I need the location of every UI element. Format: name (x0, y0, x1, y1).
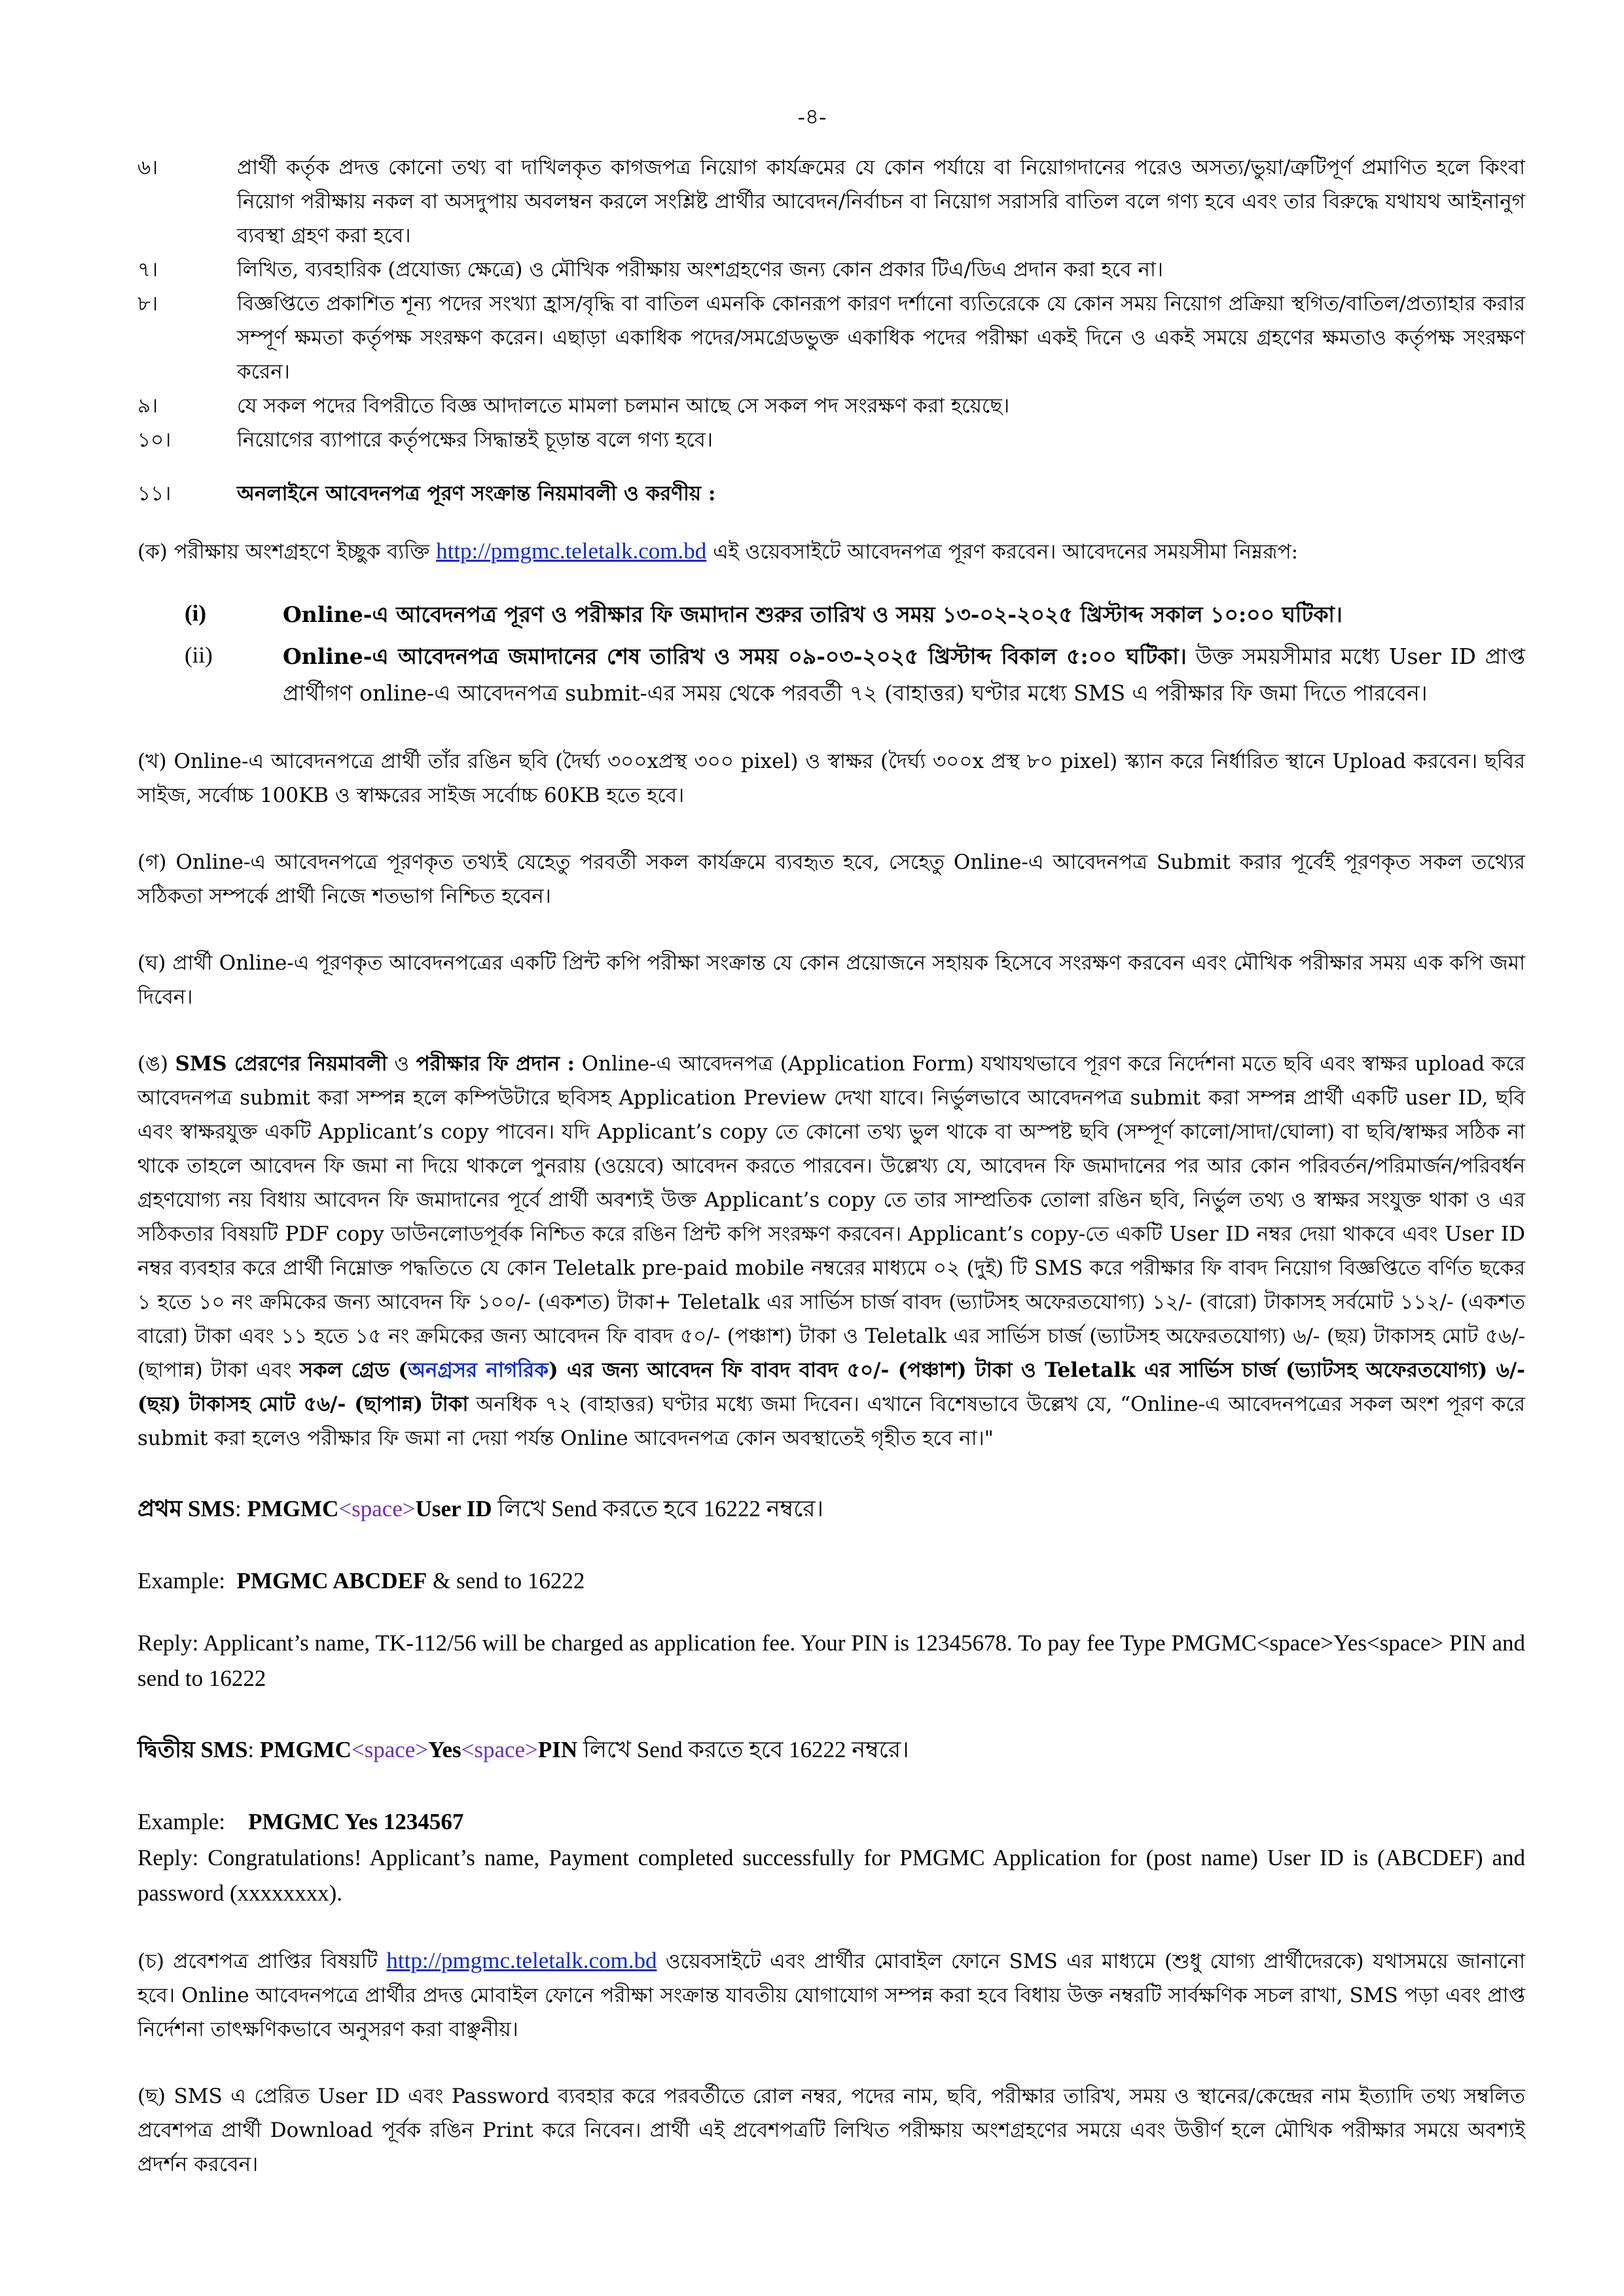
paragraph-cha (137, 1944, 1525, 2047)
paragraph-prefix: (ঙ) (137, 1052, 175, 1076)
section-title: অনলাইনে আবেদনপত্র পূরণ সংক্রান্ত নিয়মাবলী ও করণীয় : (237, 482, 716, 505)
sms-pin: PIN (537, 1737, 578, 1762)
example-2 (137, 1804, 1525, 1840)
reply-1: Reply: Applicant’s name, TK-112/56 will be charged as application fee. Your PIN is 12345678. To pay fee Type PMGMC<space>Yes<space> PIN and send to 16222 (137, 1630, 1525, 1691)
example-label: Example: (137, 1568, 237, 1594)
fee-heading: পরীক্ষার ফি প্রদান : (416, 1052, 575, 1076)
sms-code: PMGMC (247, 1496, 339, 1522)
item-number: ১০। (137, 428, 171, 452)
item-text: লিখিত, ব্যবহারিক (প্রযোজ্য ক্ষেত্রে) ও মৌখিক পরীক্ষায় অংশগ্রহণের জন্য কোন প্রকার টিএ/ডিএ প্রদান করা হবে না। (237, 258, 1163, 282)
sms-yes: Yes (428, 1737, 461, 1762)
paragraph-ka (137, 534, 1525, 569)
paragraph-ga: (গ) Online-এ আবেদনপত্রে পূরণকৃত তথ্যই যেহেতু পরবর্তী সকল কার্যক্রমে ব্যবহৃত হবে, সেহেতু Online-এ আবেদনপত্র Submit করার পূর্বেই পূরণকৃত সকল তথ্যের সঠিকতা সম্পর্কে প্রার্থী নিজে শতভাগ নিশ্চিত হবেন। (137, 850, 1525, 908)
timeline-item (185, 638, 1525, 712)
space-token: <space> (351, 1737, 429, 1762)
item-text: প্রার্থী কর্তৃক প্রদত্ত কোনো তথ্য বা দাখিলকৃত কাগজপত্র নিয়োগ কার্যক্রমের যে কোন পর্যায়ে বা নিয়োগদানের পরেও অসত্য/ভুয়া/ত্রুটিপূর্ণ প্রমাণিত হলে কিংবা নিয়োগ পরীক্ষায় নকল বা অসদুপায় অবলম্বন করলে সংশ্লিষ্ট প্রার্থীর আবেদন/নির্বাচন বা নিয়োগ সরাসরি বাতিল বলে গণ্য হবে এবং তার বিরুদ্ধে যথাযথ আইনানুগ ব্যবস্থা গ্রহণ করা হবে। (237, 156, 1525, 247)
paragraph-kha: (খ) Online-এ আবেদনপত্রে প্রার্থী তাঁর রঙিন ছবি (দৈর্ঘ্য ৩০০xপ্রস্থ ৩০০ pixel) ও স্বাক্ষর (দৈর্ঘ্য ৩০০x প্রস্থ ৮০ pixel) স্ক্যান করে নির্ধারিত স্থানে Upload করবেন। ছবির সাইজ, সর্বোচ্চ 100KB ও স্বাক্ষরের সাইজ সর্বোচ্চ 60KB হতে হবে। (137, 750, 1525, 807)
paragraph-text: Online-এ আবেদনপত্র (Application Form) যথাযথভাবে পূরণ করে নির্দেশনা মতে ছবি এবং স্বাক্ষর upload করে আবেদনপত্র submit করা সম্পন্ন হলে কম্পিউটারে ছবিসহ Application Preview দেখা যাবে। নির্ভুলভাবে আবেদনপত্র submit করা সম্পন্ন প্রার্থী একটি user ID, ছবি এবং স্বাক্ষরযুক্ত একটি Applicant’s copy পাবেন। যদি Applicant’s copy তে কোনো তথ্য ভুল থাকে বা অস্পষ্ট ছবি (সম্পূর্ণ কালো/সাদা/ঘোলা) বা ছবি/স্বাক্ষর সঠিক না থাকে তাহলে আবেদন ফি জমা না দিয়ে থাকলে পুনরায় (ওয়েবে) আবেদন করতে পারবেন। উল্লেখ্য যে, আবেদন ফি জমাদানের পর আর কোন পরিবর্তন/পরিমার্জন/পরিবর্ধন গ্রহণযোগ্য নয় বিধায় আবেদন ফি জমাদানের পূর্বে প্রার্থী অবশ্যই উক্ত Applicant’s copy তে তার সাম্প্রতিক তোলা রঙিন ছবি, নির্ভুল তথ্য ও স্বাক্ষর সংযুক্ত থাকা ও এর সঠিকতার বিষয়টি PDF copy ডাউনলোডপূর্বক নিশ্চিত করে রঙিন প্রিন্ট কপি সংরক্ষণ করবেন। Applicant’s copy-তে একটি User ID নম্বর দেয়া থাকবে এবং User ID নম্বর ব্যবহার করে প্রার্থী নিম্নোক্ত পদ্ধতিতে যে কোন Teletalk pre-paid mobile নম্বরের মাধ্যমে ০২ (দুই) টি SMS করে পরীক্ষার ফি বাবদ নিয়োগ বিজ্ঞপ্তিতে বর্ণিত ছকের ১ হতে ১০ নং ক্রমিকের জন্য আবেদন ফি ১০০/- (একশত) টাকা+ Teletalk এর সার্ভিস চার্জ বাবদ (ভ্যাটসহ অফেরতযোগ্য) ১২/- (বারো) টাকাসহ সর্বমোট ১১২/- (একশত বারো) টাকা এবং ১১ হতে ১৫ নং ক্রমিকের জন্য আবেদন ফি বাবদ ৫০/- (পঞ্চাশ) টাকা ও Teletalk এর সার্ভিস চার্জ (ভ্যাটসহ অফেরতযোগ্য) ৬/- (ছয়) টাকাসহ মোট ৫৬/- (ছাপান্ন) টাকা এবং (137, 1052, 1525, 1382)
timeline-item (185, 596, 1525, 633)
timeline-number: (ii) (185, 642, 213, 668)
paragraph-text: ও (387, 1052, 416, 1076)
paragraph-text: এই ওয়েবসাইটে আবেদনপত্র পূরণ করবেন। আবেদনের সময়সীমা নিম্নরূপ: (706, 540, 1299, 564)
sms-label: প্রথম SMS (137, 1496, 235, 1522)
timeline-number: (i) (185, 600, 207, 626)
example-1 (137, 1563, 1525, 1599)
list-item (137, 287, 1525, 389)
paragraph-uma (137, 1047, 1525, 1455)
sms-colon: : (234, 1496, 247, 1522)
timeline-text: Online-এ আবেদনপত্র পূরণ ও পরীক্ষার ফি জমাদান শুরুর তারিখ ও সময় ১৩-০২-২০২৫ খ্রিস্টাব্দ সকাল ১০:০০ ঘটিকা। (283, 602, 1343, 627)
paragraph-text: (ক) পরীক্ষায় অংশগ্রহণে ইচ্ছুক ব্যক্তি (137, 540, 437, 564)
space-token: <space> (461, 1737, 538, 1762)
deadline-note: উক্ত সময়সীমার মধ্যে User ID প্রাপ্ত প্রার্থীগণ online-এ আবেদনপত্র submit-এর সময় থেকে পরবর্তী ৭২ (বাহাত্তর) ঘণ্টার মধ্যে SMS এ পরীক্ষার ফি জমা দিতে পারবেন। (283, 644, 1525, 706)
paragraph-text: ওয়েবসাইটে এবং প্রার্থীর মোবাইল ফোনে SMS এর মাধ্যমে (শুধু যোগ্য প্রার্থীদেরকে) যথাসময়ে জানানো হবে। Online আবেদনপত্রে প্রার্থীর প্রদত্ত মোবাইল ফোনে পরীক্ষা সংক্রান্ত যাবতীয় যোগাযোগ সম্পন্ন করা হবে বিধায় উক্ত নম্বরটি সার্বক্ষণিক সচল রাখা, SMS পড়া এবং প্রাপ্ত নির্দেশনা তাৎক্ষণিকভাবে অনুসরণ করা বাঞ্ছনীয়। (137, 1950, 1525, 2041)
sms-instruction-2 (137, 1732, 1525, 1768)
example-label: Example: (137, 1809, 249, 1834)
sms-label: দ্বিতীয় SMS (137, 1737, 248, 1762)
list-item (137, 389, 1525, 423)
website-link[interactable]: http://pmgmc.teletalk.com.bd (436, 538, 707, 564)
item-number: ৯। (137, 394, 158, 418)
document-body (137, 151, 1525, 2181)
reply-2: Reply: Congratulations! Applicant’s name, Payment completed successfully for PMGMC Application for (post name) User ID is (ABCDEF) and password (xxxxxxxx). (137, 1845, 1525, 1906)
sms-tail: লিখে Send করতে হবে 16222 নম্বরে। (492, 1496, 824, 1522)
paragraph-chha: (ছ) SMS এ প্রেরিত User ID এবং Password ব্যবহার করে পরবর্তীতে রোল নম্বর, পদের নাম, ছবি, পরীক্ষার তারিখ, সময় ও স্থানের/কেন্দ্রের নাম ইত্যাদি তথ্য সম্বলিত প্রবেশপত্র প্রার্থী Download পূর্বক রঙিন Print করে নিবেন। প্রার্থী এই প্রবেশপত্রটি লিখিত পরীক্ষায় অংশগ্রহণের সময়ে এবং উত্তীর্ণ হলে মৌখিক পরীক্ষার সময়ে অবশ্যই প্রদর্শন করবেন। (137, 2085, 1525, 2176)
sms-colon: : (247, 1737, 260, 1762)
item-number: ৬। (137, 156, 158, 179)
item-text: যে সকল পদের বিপরীতে বিজ্ঞ আদালতে মামলা চলমান আছে সে সকল পদ সংরক্ষণ করা হয়েছে। (237, 394, 1010, 418)
item-text: বিজ্ঞপ্তিতে প্রকাশিত শূন্য পদের সংখ্যা হ্রাস/বৃদ্ধি বা বাতিল এমনকি কোনরূপ কারণ দর্শানো ব্যতিরেকে যে কোন সময় নিয়োগ প্রক্রিয়া স্থগিত/বাতিল/প্রত্যাহার করার সম্পূর্ণ ক্ষমতা কর্তৃপক্ষ সংরক্ষণ করেন। এছাড়া একাধিক পদের/সমগ্রেডভুক্ত একাধিক পদের পরীক্ষা একই দিনে ও একই সময়ে গ্রহণের ক্ষমতাও কর্তৃপক্ষ সংরক্ষণ করেন। (237, 292, 1525, 384)
item-text: নিয়োগের ব্যাপারে কর্তৃপক্ষের সিদ্ধান্তই চূড়ান্ত বলে গণ্য হবে। (237, 428, 713, 452)
website-link[interactable]: http://pmgmc.teletalk.com.bd (386, 1948, 657, 1973)
section-heading (137, 477, 1525, 511)
page-number: -৪- (797, 105, 827, 129)
emphasis-text: ) এর জন্য আবেদন ফি বাবদ বাবদ ৫০/- (পঞ্চাশ) টাকা ও Teletalk এর সার্ভিস চার্জ (ভ্যাটসহ অফেরতযোগ্য) ৬/- (ছয়) টাকাসহ মোট ৫৬/- (ছাপান্ন) টাকা (137, 1358, 1526, 1416)
list-item (137, 423, 1525, 457)
list-item (137, 253, 1525, 287)
sms-userid: User ID (415, 1496, 492, 1522)
deadline-text: Online-এ আবেদনপত্র জমাদানের শেষ তারিখ ও সময় ০৯-০৩-২০২৫ খ্রিস্টাব্দ বিকাল ৫:০০ ঘটিকা। (283, 644, 1187, 669)
timeline-text (283, 638, 1525, 712)
example-code: PMGMC ABCDEF (236, 1568, 427, 1594)
paragraph-text: (চ) প্রবেশপত্র প্রাপ্তির বিষয়টি (137, 1950, 387, 1973)
item-number: ৭। (137, 258, 158, 282)
space-token: <space> (338, 1496, 416, 1522)
paragraph-gha: (ঘ) প্রার্থী Online-এ পূরণকৃত আবেদনপত্রের একটি প্রিন্ট কপি পরীক্ষা সংক্রান্ত যে কোন প্রয়োজনে সহায়ক হিসেবে সংরক্ষণ করবেন এবং মৌখিক পরীক্ষার সময় এক কপি জমা দিবেন। (137, 951, 1525, 1009)
section-number: ১১। (137, 482, 171, 505)
emphasis-text: সকল গ্রেড ( (299, 1358, 408, 1382)
sms-rules-heading: SMS প্রেরণের নিয়মাবলী (175, 1052, 388, 1076)
example-code: PMGMC Yes 1234567 (248, 1809, 464, 1834)
list-item (137, 151, 1525, 253)
sms-instruction-1 (137, 1491, 1525, 1527)
item-number: ৮। (137, 292, 158, 316)
sms-code: PMGMC (259, 1737, 352, 1762)
sms-tail: লিখে Send করতে হবে 16222 নম্বরে। (577, 1737, 909, 1762)
example-tail: & send to 16222 (427, 1568, 585, 1594)
highlight-text: অনগ্রসর নাগরিক (408, 1358, 549, 1382)
paragraph-text: অনধিক ৭২ (বাহাত্তর) ঘণ্টার মধ্যে জমা দিবেন। এখানে বিশেষভাবে উল্লেখ যে, “Online-এ আবেদনপত্রের সকল অংশ পূরণ করে submit করা হলেও পরীক্ষার ফি জমা না দেয়া পর্যন্ত Online আবেদনপত্র কোন অবস্থাতেই গৃহীত হবে না।" (137, 1393, 1525, 1450)
